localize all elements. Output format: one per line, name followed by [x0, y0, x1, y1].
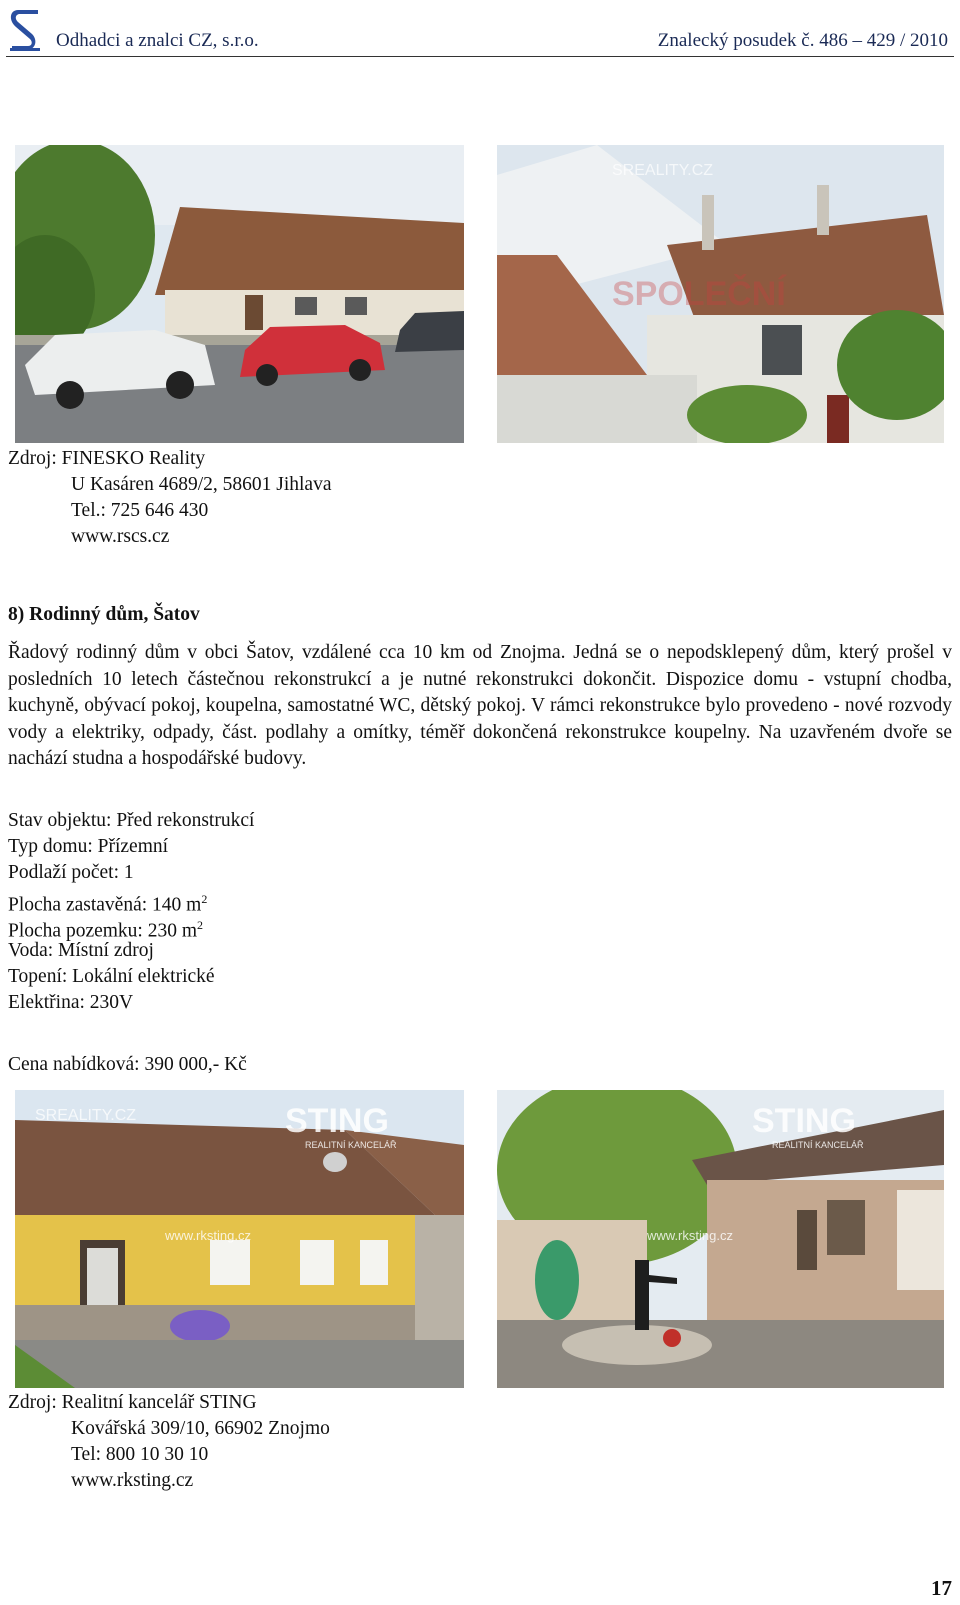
header-company-name: Odhadci a znalci CZ, s.r.o.	[56, 30, 259, 51]
photo-yellow-house	[15, 1090, 464, 1388]
photo-watermark-url: www.rksting.cz	[647, 1228, 733, 1243]
photo-brand-sting: STING	[285, 1102, 389, 1140]
photo-watermark-sreality: SREALITY.CZ	[35, 1107, 137, 1124]
source1-name: FINESKO Reality	[61, 448, 206, 469]
detail-stav: Stav objektu: Před rekonstrukcí	[8, 810, 255, 831]
photo-watermark-sreality: SREALITY.CZ	[612, 162, 714, 179]
photo-courtyard-pump	[497, 1090, 944, 1388]
page-number: 17	[931, 1576, 952, 1600]
offer-price: Cena nabídková: 390 000,- Kč	[8, 1054, 247, 1075]
detail-elektrina: Elektřina: 230V	[8, 992, 134, 1013]
source2-name: Realitní kancelář STING	[61, 1392, 257, 1413]
photo-watermark-agency: SPOLEČNÍ	[612, 275, 786, 313]
description-paragraph: Řadový rodinný dům v obci Šatov, vzdálené cca 10 km od Znojma. Jedná se o nepodsklepený dům, který prošel v posledních 10 letech částečnou rekonstrukcí a je nutné rekonstrukci dokončit. Dispozice domu - vstupní chodba, kuchyně, obývací pokoj, koupelna, samostatné WC, dětský pokoj. V rámci rekonstrukce bylo provedeno - nové rozvody vody a elektriky, odpady, část. podlahy a omítky, téměř dokončená rekonstrukce koupelny. Na uzavřeném dvoře se nachází studna a hospodářské budovy.	[8, 642, 952, 770]
detail-podlazi: Podlaží počet: 1	[8, 862, 134, 883]
source2-web: www.rksting.cz	[71, 1470, 194, 1491]
photo-brand-sub: REALITNÍ KANCELÁŘ	[772, 1140, 864, 1150]
detail-typ: Typ domu: Přízemní	[8, 836, 169, 857]
source1-phone: Tel.: 725 646 430	[71, 500, 209, 521]
source2-line1: Zdroj: Realitní kancelář STING	[8, 1392, 257, 1413]
source1-address: U Kasáren 4689/2, 58601 Jihlava	[71, 474, 332, 495]
photo-watermark-url: www.rksting.cz	[165, 1228, 251, 1243]
detail-topeni: Topení: Lokální elektrické	[8, 966, 215, 987]
detail-zastavena: Plocha zastavěná: 140 $m^2$	[8, 892, 208, 916]
detail-pozemek: Plocha pozemku: 230 $m^2$	[8, 918, 204, 942]
source2-address: Kovářská 309/10, 66902 Znojmo	[71, 1418, 330, 1439]
photo-brand-sting: STING	[752, 1102, 856, 1140]
source1-line1: Zdroj: FINESKO Reality	[8, 448, 206, 469]
photo-brand-sub: REALITNÍ KANCELÁŘ	[305, 1140, 397, 1150]
source2-phone: Tel: 800 10 30 10	[71, 1444, 209, 1465]
detail-voda: Voda: Místní zdroj	[8, 940, 154, 961]
header-report-number: Znalecký posudek č. 486 – 429 / 2010	[657, 30, 948, 51]
photo-houses-with-cars	[15, 145, 464, 443]
company-logo-icon	[6, 4, 44, 54]
page-header	[6, 4, 954, 57]
section-title: 8) Rodinný dům, Šatov	[8, 604, 200, 625]
source1-web: www.rscs.cz	[71, 526, 170, 547]
photo-courtyard-house	[497, 145, 944, 443]
